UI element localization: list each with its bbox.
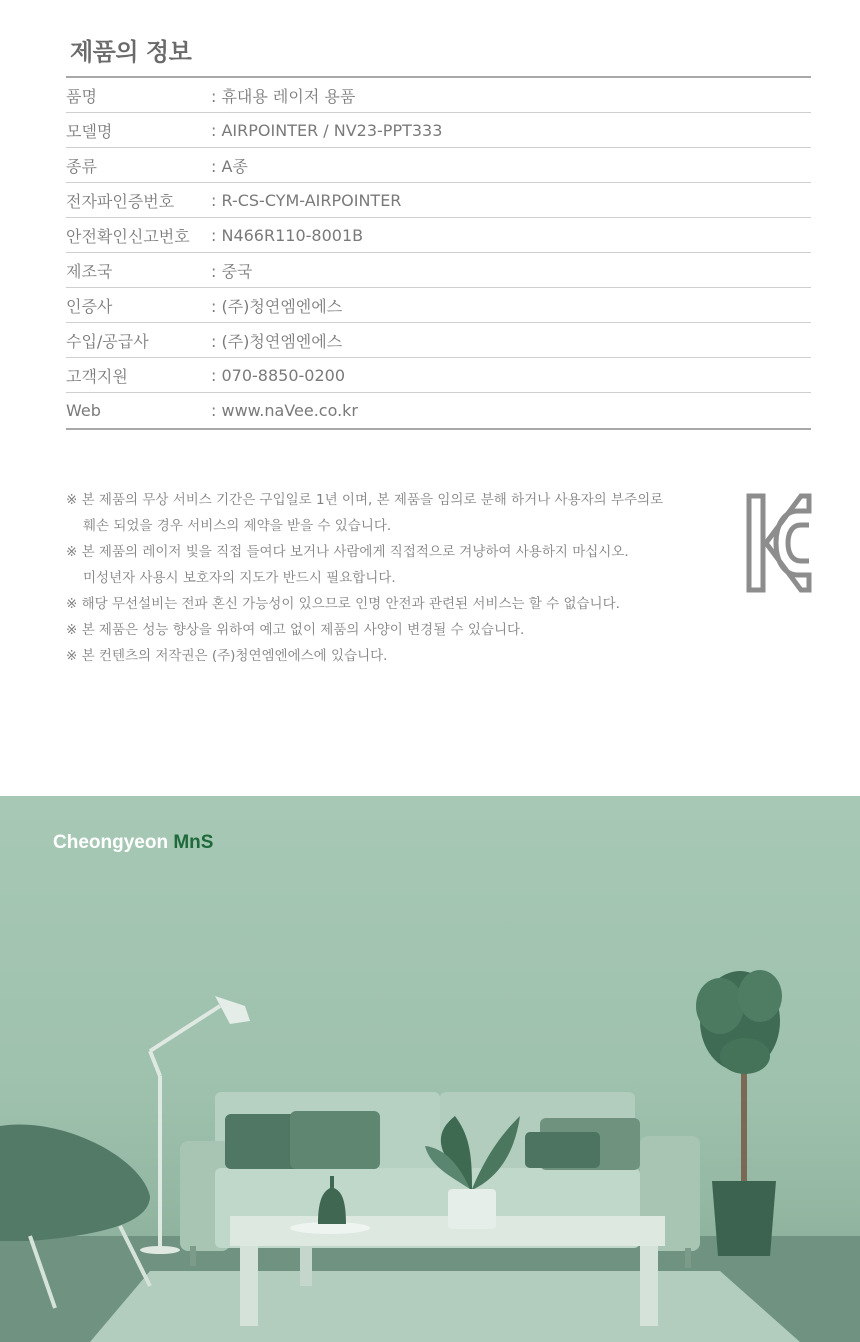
info-label: 품명: [66, 86, 97, 106]
hero-banner: [0, 796, 860, 1342]
info-label: 안전확인신고번호: [66, 226, 190, 246]
info-label: 고객지원: [66, 366, 128, 386]
info-label: 모델명: [66, 121, 113, 141]
info-row-web: [66, 393, 811, 428]
info-row-certifier: [66, 288, 811, 323]
info-label: 종류: [66, 156, 97, 176]
info-value: : 중국: [211, 261, 253, 281]
info-value: : R-CS-CYM-AIRPOINTER: [211, 190, 402, 210]
living-room-illustration: [0, 796, 860, 1342]
cushion: [525, 1132, 600, 1168]
product-info-table: [66, 76, 811, 430]
rug: [90, 1271, 800, 1342]
notice-item: [66, 643, 716, 669]
info-value: : (주)청연엠엔에스: [211, 296, 343, 316]
info-value: : 휴대용 레이저 용품: [211, 86, 356, 106]
section-title: 제품의 정보: [70, 38, 192, 66]
notice-line-continued: 미성년자 사용시 보호자의 지도가 반드시 필요합니다.: [83, 570, 396, 586]
info-value: : www.naVee.co.kr: [211, 401, 359, 420]
cushion: [290, 1111, 380, 1169]
info-row-country: [66, 253, 811, 288]
notice-line: ※ 본 제품의 무상 서비스 기간은 구입일로 1년 이며, 본 제품을 임의로 분해 하거나 사용자의 부주의로: [66, 492, 664, 508]
info-value: : A종: [211, 156, 248, 176]
info-row-support: [66, 358, 811, 393]
info-row-emc-cert: [66, 183, 811, 218]
notice-line: ※ 본 제품의 레이저 빛을 직접 들여다 보거나 사람에게 직접적으로 겨냥하여 사용하지 마십시오.: [66, 544, 629, 560]
info-row-type: [66, 148, 811, 183]
info-value: : N466R110-8001B: [211, 225, 364, 245]
brand-name-part: Cheongyeon: [53, 832, 174, 853]
info-value: : 070-8850-0200: [211, 365, 345, 385]
notice-line: ※ 본 제품은 성능 향상을 위하여 예고 없이 제품의 사양이 변경될 수 있습니다.: [66, 622, 525, 638]
info-label: 수입/공급사: [66, 331, 149, 351]
notice-line-continued: 훼손 되었을 경우 서비스의 제약을 받을 수 있습니다.: [83, 518, 392, 534]
notice-item: [66, 591, 716, 617]
brand-name-accent: MnS: [173, 832, 214, 853]
info-value: : (주)청연엠엔에스: [211, 331, 343, 351]
brand-logo: [53, 832, 213, 854]
notice-item: [66, 539, 716, 591]
notice-item: [66, 617, 716, 643]
info-row-importer: [66, 323, 811, 358]
notice-item: [66, 487, 716, 539]
tree-icon: [696, 970, 782, 1256]
notice-line: ※ 해당 무선설비는 전파 혼신 가능성이 있으므로 인명 안전과 관련된 서비스는 할 수 없습니다.: [66, 596, 620, 612]
info-row-product-name: [66, 78, 811, 113]
info-row-safety-report: [66, 218, 811, 253]
info-label: Web: [66, 401, 101, 420]
info-label: 제조국: [66, 261, 113, 281]
notice-list: [66, 487, 716, 669]
info-row-model: [66, 113, 811, 148]
info-label: 인증사: [66, 296, 113, 316]
info-value: : AIRPOINTER / NV23-PPT333: [211, 120, 443, 140]
info-label: 전자파인증번호: [66, 191, 175, 211]
kc-certification-icon: [746, 493, 812, 593]
notice-line: ※ 본 컨텐츠의 저작권은 (주)청연엠엔에스에 있습니다.: [66, 648, 388, 664]
